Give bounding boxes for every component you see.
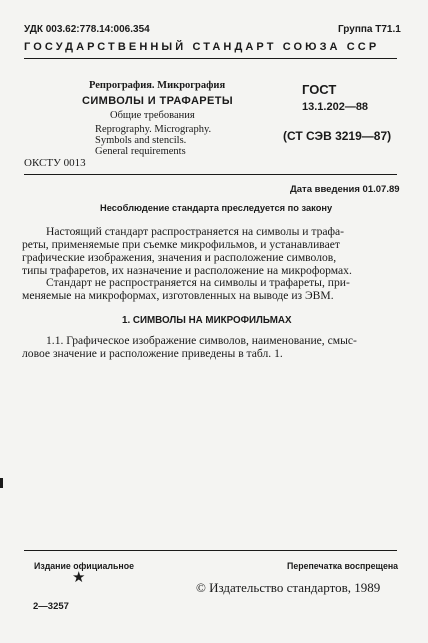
reprint-notice: Перепечатка воспрещена bbox=[287, 561, 399, 571]
udk-code: УДК 003.62:778.14:006.354 bbox=[24, 24, 150, 35]
document-subtitle: Общие требования bbox=[110, 110, 195, 121]
scope-paragraph-cont bbox=[22, 290, 397, 303]
header-rule bbox=[24, 58, 397, 59]
st-sev-number: (СТ СЭВ 3219—87) bbox=[283, 129, 392, 143]
text-line: меняемые на микроформах, изготовленных на выводе из ЭВМ. bbox=[22, 289, 334, 302]
clause-paragraph bbox=[22, 335, 397, 348]
copyright-line: © Издательство стандартов, 1989 bbox=[196, 580, 381, 595]
okstu-code: ОКСТУ 0013 bbox=[24, 157, 86, 169]
star-icon: ★ bbox=[72, 570, 86, 586]
margin-mark bbox=[0, 478, 3, 488]
text-line: Настоящий стандарт распространяется на символы и трафа- bbox=[46, 225, 345, 238]
document-title: СИМВОЛЫ И ТРАФАРЕТЫ bbox=[82, 95, 234, 107]
page-code: 2—3257 bbox=[33, 601, 69, 612]
intro-paragraph bbox=[22, 226, 397, 239]
footer-rule bbox=[24, 550, 397, 551]
group-code: Группа Т71.1 bbox=[338, 24, 401, 35]
text-line: графические изображения, значения и расположение символов, bbox=[22, 250, 337, 264]
text-line: 1.1. Графическое изображение символов, наименование, смыс- bbox=[46, 334, 357, 347]
scope-paragraph bbox=[22, 277, 397, 290]
state-standard-line: ГОСУДАРСТВЕННЫЙ СТАНДАРТ СОЮЗА ССР bbox=[24, 41, 380, 53]
effective-date: Дата введения 01.07.89 bbox=[290, 184, 400, 195]
gost-number: 13.1.202—88 bbox=[302, 101, 369, 113]
legal-warning: Несоблюдение стандарта преследуется по закону bbox=[100, 203, 333, 213]
english-title-line: Reprography. Micrography. bbox=[95, 124, 212, 135]
text-line: типы трафаретов, их назначение и расположение на микроформах. bbox=[22, 263, 352, 277]
english-title-line: General requirements bbox=[95, 146, 186, 157]
text-line: ловое значение и расположение приведены в табл. 1. bbox=[22, 347, 283, 360]
official-edition: Издание официальное bbox=[34, 561, 134, 571]
section-heading: 1. СИМВОЛЫ НА МИКРОФИЛЬМАХ bbox=[122, 315, 292, 326]
title-block-rule bbox=[24, 174, 397, 175]
text-line: Стандарт не распространяется на символы и трафареты, при- bbox=[46, 276, 350, 289]
english-title-line: Symbols and stencils. bbox=[95, 135, 187, 146]
category-line: Репрография. Микрография bbox=[89, 80, 226, 91]
clause-paragraph-cont bbox=[22, 348, 397, 361]
intro-paragraph-cont bbox=[22, 239, 397, 277]
text-line: реты, применяемые при съемке микрофильмов, и устанавливает bbox=[22, 238, 340, 251]
gost-label: ГОСТ bbox=[302, 82, 337, 97]
